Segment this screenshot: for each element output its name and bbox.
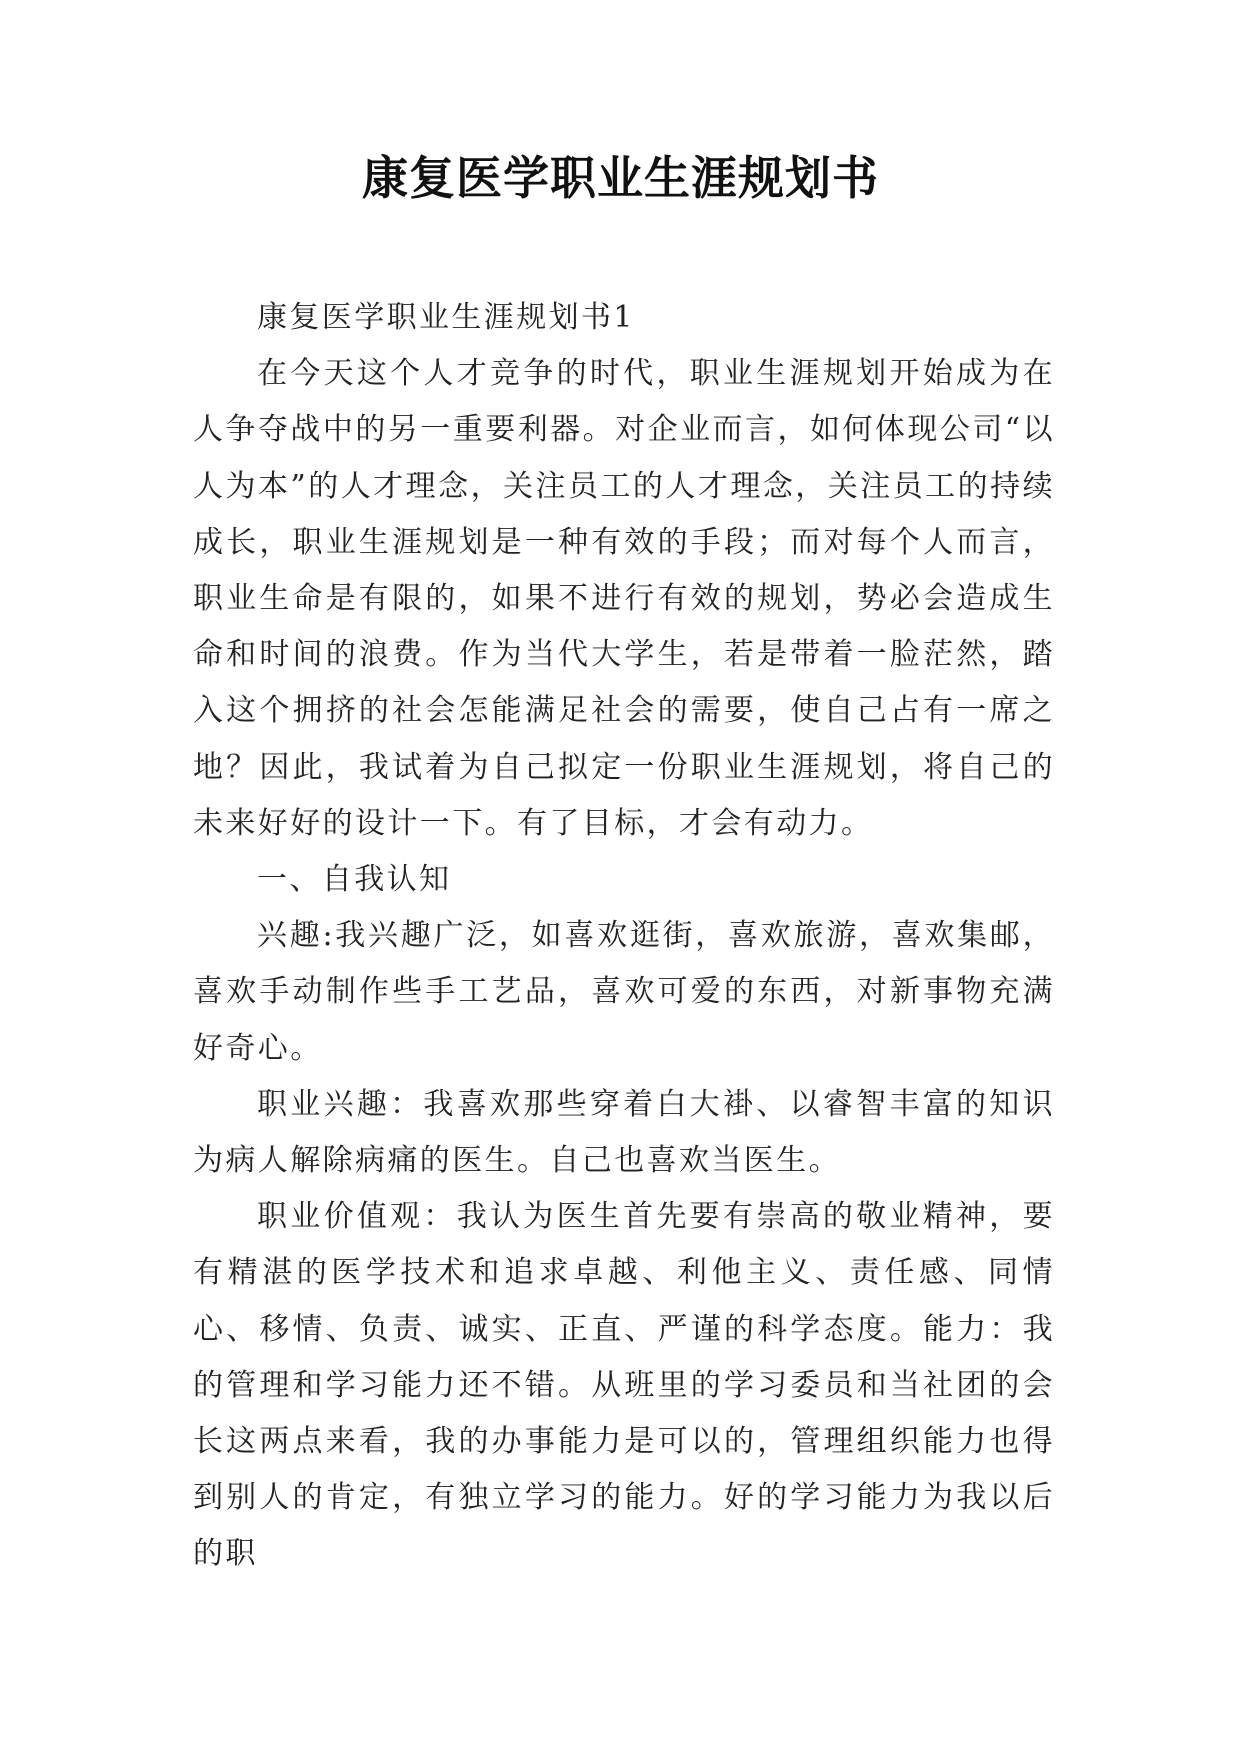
intro-paragraph: 在今天这个人才竞争的时代，职业生涯规划开始成为在人争夺战中的另一重要利器。对企业而言，如何体现公司“以人为本”的人才理念，关注员工的人才理念，关注员工的持续成长，职业生涯规划是一种有效的手段；而对每个人而言，职业生命是有限的，如果不进行有效的规划，势必会造成生命和时间的浪费。作为当代大学生，若是带着一脸茫然，踏入这个拥挤的社会怎能满足社会的需要，使自己占有一席之地？因此，我试着为自己拟定一份职业生涯规划，将自己的未来好好的设计一下。有了目标，才会有动力。 (193, 356, 1055, 841)
interest-paragraph: 兴趣:我兴趣广泛，如喜欢逛街，喜欢旅游，喜欢集邮，喜欢手动制作些手工艺品，喜欢可爱的东西，对新事物充满好奇心。 (193, 918, 1055, 1066)
career-values-paragraph: 职业价值观：我认为医生首先要有崇高的敬业精神，要有精湛的医学技术和追求卓越、利他主义、责任感、同情心、移情、负责、诚实、正直、严谨的科学态度。能力：我的管理和学习能力还不错。从班里的学习委员和当社团的会长这两点来看，我的办事能力是可以的，管理组织能力也得到别人的肯定，有独立学习的能力。好的学习能力为我以后的职 (193, 1199, 1055, 1572)
section-heading: 康复医学职业生涯规划书1 (257, 300, 635, 335)
document-body (193, 290, 1055, 1583)
career-interest-paragraph: 职业兴趣：我喜欢那些穿着白大褂、以睿智丰富的知识为病人解除病痛的医生。自己也喜欢当医生。 (193, 1086, 1055, 1179)
subsection-heading: 一、自我认知 (257, 862, 452, 898)
document-title: 康复医学职业生涯规划书 (362, 151, 879, 205)
